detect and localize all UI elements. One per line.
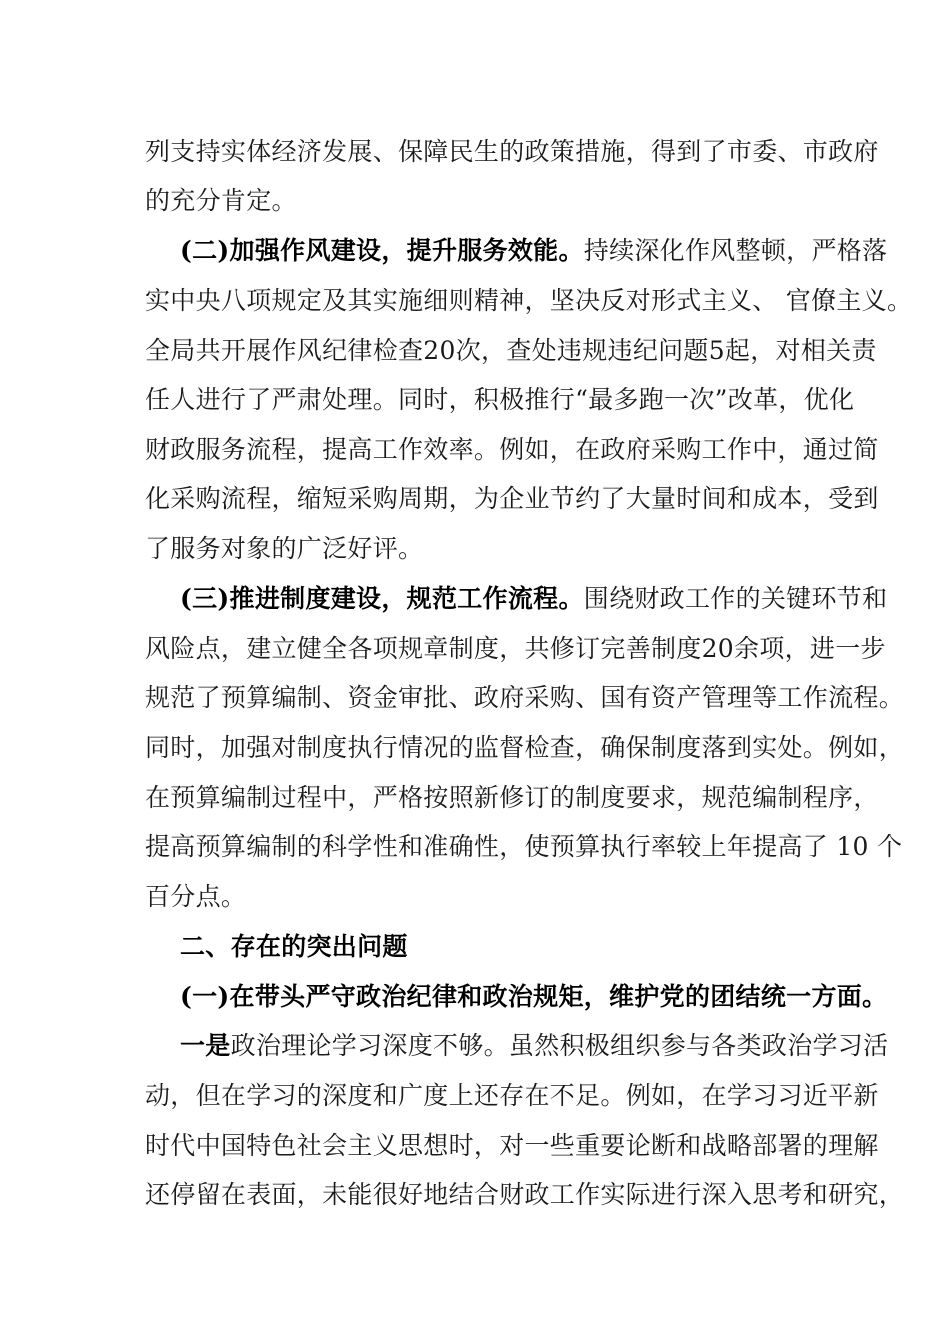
section-2-heading: (二)加强作风建设，提升服务效能。: [180, 236, 584, 265]
point-label: 一是: [180, 1031, 231, 1060]
paragraph-line: 同时，加强对制度执行情况的监督检查，确保制度落到实处。例如，: [145, 733, 905, 762]
paragraph-line: 全局共开展作风纪律检查20次，查处违规违纪问题5起，对相关责: [145, 336, 877, 365]
paragraph-line: 规范了预算编制、资金审批、政府采购、国有资产管理等工作流程。: [145, 683, 905, 712]
paragraph-line: 的充分肯定。: [145, 186, 297, 215]
paragraph-line: 化采购流程，缩短采购周期，为企业节约了大量时间和成本，受到: [145, 484, 879, 513]
paragraph-line: 动，但在学习的深度和广度上还存在不足。例如，在学习习近平新: [145, 1081, 879, 1110]
paragraph-text: 持续深化作风整顿，严格落: [583, 236, 888, 265]
chapter-heading: 二、存在的突出问题: [180, 932, 408, 961]
section-2-heading-line: [180, 236, 887, 266]
paragraph-line: 在预算编制过程中，严格按照新修订的制度要求，规范编制程序，: [145, 783, 879, 812]
paragraph-line: 财政服务流程，提高工作效率。例如，在政府采购工作中，通过简: [145, 435, 879, 464]
paragraph-line: 时代中国特色社会主义思想时，对一些重要论断和战略部署的理解: [145, 1131, 879, 1160]
paragraph-line: 了服务对象的广泛好评。: [145, 534, 424, 563]
paragraph-line: 提高预算编制的科学性和准确性，使预算执行率较上年提高了 10 个: [145, 832, 903, 861]
subsection-heading: (一)在带头严守政治纪律和政治规矩，维护党的团结统一方面。: [180, 982, 888, 1011]
paragraph-text: 围绕财政工作的关键环节和: [583, 584, 888, 613]
section-3-heading-line: [180, 584, 887, 614]
paragraph-text: 政治理论学习深度不够。虽然积极组织参与各类政治学习活: [230, 1031, 889, 1060]
paragraph-line: 百分点。: [145, 882, 247, 911]
point-one-line: [180, 1031, 888, 1061]
paragraph-line: 任人进行了严肃处理。同时，积极推行“最多跑一次”改革，优化: [145, 385, 855, 414]
paragraph-line: 实中央八项规定及其实施细则精神，坚决反对形式主义、 官僚主义。: [145, 286, 913, 315]
paragraph-line: 风险点，建立健全各项规章制度，共修订完善制度20余项，进一步: [145, 634, 886, 663]
section-3-heading: (三)推进制度建设，规范工作流程。: [180, 584, 584, 613]
paragraph-line: 列支持实体经济发展、保障民生的政策措施，得到了市委、市政府: [145, 137, 879, 166]
paragraph-line: 还停留在表面，未能很好地结合财政工作实际进行深入思考和研究，: [145, 1180, 905, 1209]
